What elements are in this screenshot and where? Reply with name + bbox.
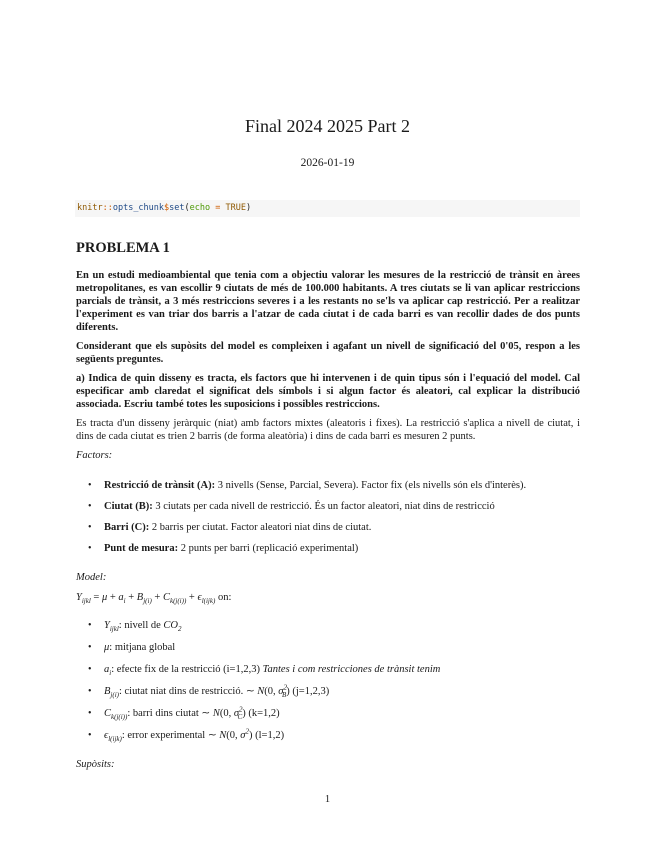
code-chunk: [75, 200, 580, 217]
list-item: • Restricció de trànsit (A): 3 nivells (Sense, Parcial, Severa). Factor fix (els nivells són els d'interès).: [88, 480, 527, 491]
list-item: • $C_{k(j(i))}$: barri dins ciutat ∼ N(0, $\sigma^2_C$) (k=1,2): [88, 705, 280, 722]
code-sep: ::: [102, 203, 113, 213]
bullet-icon: •: [88, 708, 92, 719]
code-function: opts_chunk: [112, 203, 165, 213]
code-open: (: [184, 203, 190, 213]
section-heading: PROBLEMA 1: [76, 240, 170, 256]
list-item: • Ciutat (B): 3 ciutats per cada nivell de restricció. És un factor aleatori, niat dins de restricció: [88, 501, 495, 512]
factor-desc: 2 punts per barri (replicació experimental): [178, 543, 359, 554]
factors-list: [76, 479, 580, 555]
list-item: • Punt de mesura: 2 punts per barri (replicació experimental): [88, 543, 359, 554]
list-item: • $B_{j(i)}$: ciutat niat dins de restricció. ∼ N(0, $\sigma^2_B$) (j=1,2,3): [88, 683, 330, 700]
terms-list: [76, 619, 580, 742]
answer-paragraph: Es tracta d'un disseny jeràrquic (niat) amb factors mixtes (aleatoris i fixes). La restricció s'aplica a nivell de ciutat, i dins de cada ciutat es trien 2 barris (de forma aleatòria) i dins de cada barri es mesuren 2 punts.: [76, 418, 580, 442]
bullet-icon: •: [88, 642, 92, 653]
list-item: • $Y_{ijkl}$: nivell de $CO_2$: [88, 620, 182, 634]
code-value: TRUE: [225, 203, 246, 213]
code-close: ): [245, 203, 252, 213]
factor-desc: 2 barris per ciutat. Factor aleatori niat dins de ciutat.: [149, 522, 372, 533]
problem-statement: En un estudi medioambiental que tenia com a objectiu valorar les mesures de la restricció de trànsit en àrees metropolitanes, es van escollir 9 ciutats de més de 100.000 habitants. A tres ciutats se li van aplicar restriccions parcials de trànsit, a 3 més restriccions severes i a les restants no se'ls va aplicar cap restricció. Per a realitzar l'experiment es van triar dos barris a l'atzar de cada ciutat i de cada barri es van recollir dades de dos punts diferents.: [76, 270, 580, 333]
model-label: Model:: [76, 572, 107, 583]
bullet-icon: •: [88, 543, 92, 554]
list-item: • Barri (C): 2 barris per ciutat. Factor aleatori niat dins de ciutat.: [88, 522, 372, 533]
model-formula: $Y_{ijkl} = \mu + a_i + B_{j(i)} + C_{k(j(i))} + \epsilon_{l(ijk)}$: [76, 592, 216, 606]
code-eq: =: [210, 203, 226, 213]
list-item: • $a_i$: efecte fix de la restricció (i=1,2,3) Tantes i com restricciones de trànsit tenim: [88, 664, 441, 678]
bullet-icon: •: [88, 522, 92, 533]
term-desc: : efecte fix de la restricció (i=1,2,3): [111, 664, 263, 675]
page-title: Final 2024 2025 Part 2: [245, 116, 410, 136]
consider-statement: Considerant que els supòsits del model es compleixen i agafant un nivell de significació del 0'05, respon a les següents preguntes.: [76, 341, 580, 365]
code-dollar: $: [164, 203, 170, 213]
document-date: 2026-01-19: [300, 157, 355, 169]
bullet-icon: •: [88, 686, 92, 697]
bullet-icon: •: [88, 620, 92, 631]
list-item: • μ: mitjana global: [88, 642, 176, 653]
factor-desc: 3 ciutats per cada nivell de restricció. És un factor aleatori, niat dins de restricció: [152, 501, 495, 512]
suposits-label: Supòsits:: [76, 759, 115, 770]
bullet-icon: •: [88, 664, 92, 675]
term-note: Tantes i com restricciones de trànsit tenim: [262, 664, 441, 675]
term-desc: : error experimental ∼: [121, 730, 220, 741]
term-desc: : ciutat niat dins de restricció. ∼: [118, 686, 258, 697]
model-suffix: on:: [215, 592, 232, 603]
factor-name: Barri (C): [104, 522, 146, 533]
term-desc: : barri dins ciutat ∼: [127, 708, 213, 719]
factors-label: Factors:: [76, 450, 113, 461]
factor-name: Punt de mesura: [104, 543, 175, 554]
bullet-icon: •: [88, 501, 92, 512]
page-number: 1: [324, 794, 331, 805]
code-namespace: knitr: [77, 203, 103, 213]
bullet-icon: •: [88, 730, 92, 741]
list-item: • $\epsilon_{l(ijk)}$: error experimental ∼ N(0, $\sigma^2$) (l=1,2): [88, 727, 285, 744]
factor-name: Ciutat (B): [104, 501, 150, 512]
bullet-icon: •: [88, 480, 92, 491]
code-method: set: [169, 203, 185, 213]
factor-name: Restricció de trànsit (A): [104, 480, 212, 491]
term-desc: : mitjana global: [109, 642, 176, 653]
factor-desc: 3 nivells (Sense, Parcial, Severa). Factor fix (els nivells són els d'interès).: [215, 480, 527, 491]
model-equation: [76, 592, 580, 605]
term-desc: : nivell de: [118, 620, 164, 631]
code-arg: echo: [189, 203, 211, 213]
question-a: a) Indica de quin disseny es tracta, els factors que hi intervenen i de quin tipus són i l'equació del model. Cal especificar amb claredat el significat dels símbols i si algun factor és aleatori, cal explicar la distribució associada. Escriu també totes les suposicions i possibles restriccions.: [76, 373, 580, 410]
